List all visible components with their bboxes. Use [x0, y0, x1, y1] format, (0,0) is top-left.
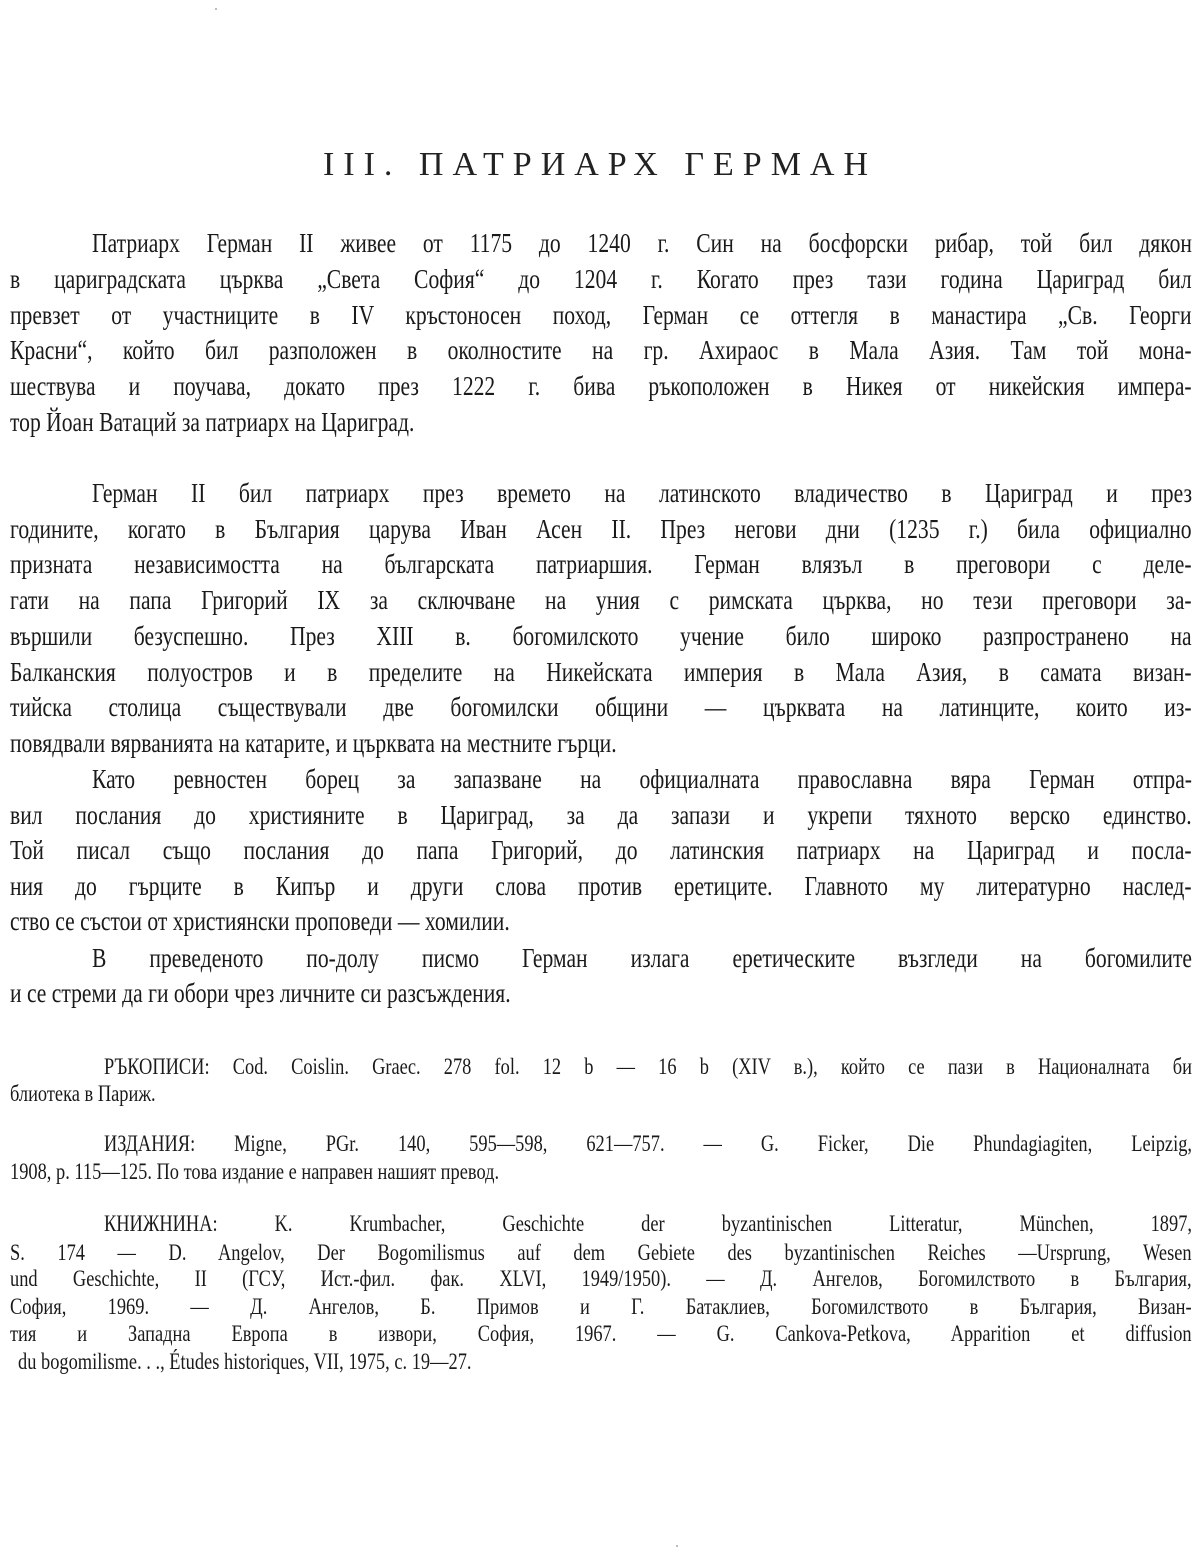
bibliography-line: РЪКОПИСИ: Cod. Coislin. Graec. 278 fol. 12 b — 16 b (XIV в.), който се пази в Националната би: [104, 1054, 1192, 1079]
paragraph-line: Герман II бил патриарх през времето на латинското владичество в Цариград и през: [92, 478, 1192, 508]
paragraph-line: Красни“, който бил разположен в околностите на гр. Ахираос в Мала Азия. Там той мона-: [10, 335, 1192, 365]
bibliography-line: блиотека в Париж.: [10, 1081, 156, 1106]
paragraph-line: ство се състои от християнски проповеди — хомилии.: [10, 906, 510, 936]
bibliography-line: S. 174 — D. Angelov, Der Bogomilismus auf dem Gebiete des byzantinischen Reiches —Ursprung, Wesen: [10, 1240, 1192, 1265]
bibliography-line: София, 1969. — Д. Ангелов, Б. Примов и Г. Батаклиев, Богомилството в България, Визан-: [10, 1294, 1192, 1319]
scan-speck: [215, 8, 217, 10]
paragraph-line: тийска столица съществували две богомилски общини — църквата на латинците, които из-: [10, 692, 1192, 722]
paragraph-line: годините, когато в България царува Иван Асен II. През негови дни (1235 г.) била официално: [10, 514, 1192, 544]
paragraph-line: Балканския полуостров и в пределите на Никейската империя в Мала Азия, в самата визан-: [10, 657, 1192, 687]
paragraph-line: тор Йоан Ватаций за патриарх на Цариград.: [10, 407, 415, 437]
bibliography-line: und Geschichte, II (ГСУ, Ист.-фил. фак. XLVI, 1949/1950). — Д. Ангелов, Богомилството в България,: [10, 1266, 1192, 1291]
paragraph-line: призната независимостта на българската патриаршия. Герман влязъл в преговори с деле-: [10, 549, 1192, 579]
paragraph-line: Патриарх Герман II живее от 1175 до 1240 г. Син на босфорски рибар, той бил дякон: [92, 228, 1192, 258]
paragraph-line: В преведеното по-долу писмо Герман излага еретическите възгледи на богомилите: [92, 943, 1192, 973]
paragraph-line: Като ревностен борец за запазване на официалната православна вяра Герман отпра-: [92, 764, 1192, 794]
bibliography-line: ИЗДАНИЯ: Migne, PGr. 140, 595—598, 621—757. — G. Ficker, Die Phundagiagiten, Leipzig,: [104, 1131, 1192, 1156]
scan-speck: [676, 1545, 678, 1547]
chapter-title: III. ПАТРИАРХ ГЕРМАН: [322, 146, 878, 183]
paragraph-line: повядвали вярванията на катарите, и църквата на местните гърци.: [10, 728, 617, 758]
paragraph-line: в цариградската църква „Света София“ до 1204 г. Когато през тази година Цариград бил: [10, 264, 1192, 294]
paragraph-line: гати на папа Григорий IX за сключване на уния с римската църква, но тези преговори за-: [10, 585, 1192, 615]
paragraph-line: вършили безуспешно. През XIII в. богомилското учение било широко разпространено на: [10, 621, 1192, 651]
paragraph-line: Той писал също послания до папа Григорий, до латинския патриарх на Цариград и посла-: [10, 835, 1192, 865]
bibliography-line: du bogomilisme. . ., Études historiques, VII, 1975, c. 19—27.: [18, 1349, 472, 1374]
paragraph-line: вил послания до християните в Цариград, за да запази и укрепи тяхното верско единство.: [10, 800, 1192, 830]
bibliography-line: КНИЖНИНА: K. Krumbacher, Geschichte der byzantinischen Litteratur, München, 1897,: [104, 1211, 1192, 1236]
bibliography-line: 1908, p. 115—125. По това издание е направен нашият превод.: [10, 1159, 500, 1184]
paragraph-line: ния до гърците в Кипър и други слова против еретиците. Главното му литературно наслед-: [10, 871, 1192, 901]
paragraph-line: шествува и поучава, докато през 1222 г. бива ръкоположен в Никея от никейския импера-: [10, 371, 1192, 401]
paragraph-line: превзет от участниците в IV кръстоносен поход, Герман се оттегля в манастира „Св. Георги: [10, 300, 1192, 330]
paragraph-line: и се стреми да ги обори чрез личните си разсъждения.: [10, 978, 511, 1008]
bibliography-line: тия и Западна Европа в извори, София, 1967. — G. Cankova-Petkova, Apparition et diffusion: [10, 1321, 1192, 1346]
